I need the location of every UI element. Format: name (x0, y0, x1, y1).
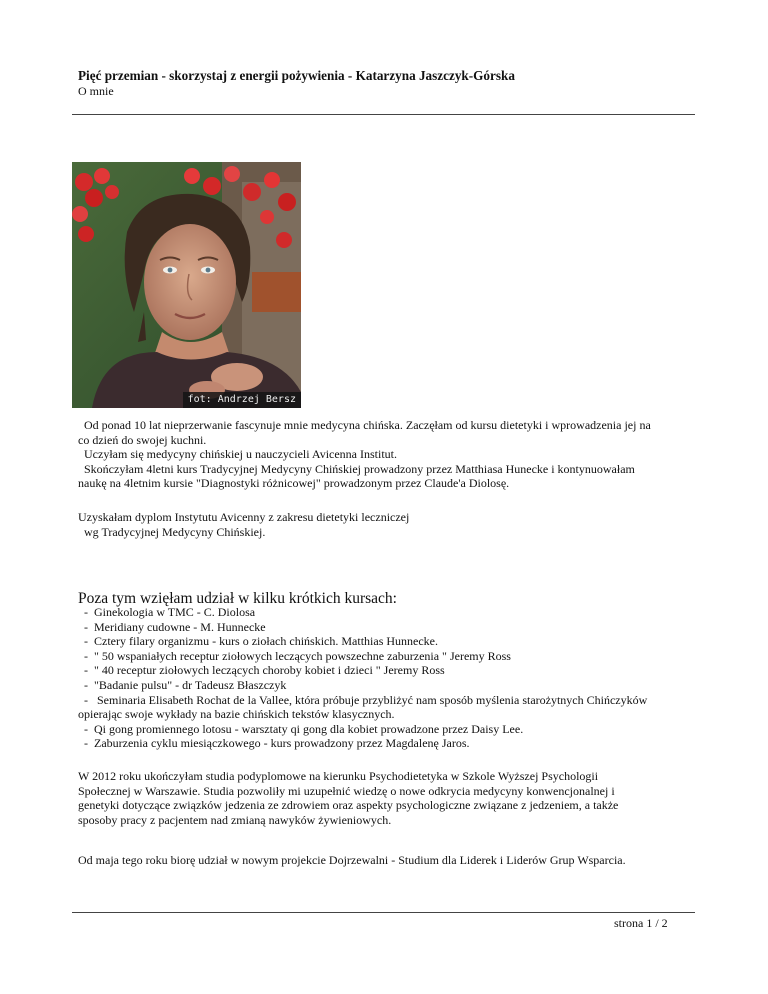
studies-paragraph (78, 769, 703, 827)
course-item: - Qi gong promiennego lotosu - warsztaty qi gong dla kobiet prowadzone przez Daisy Lee. (78, 721, 524, 736)
course-item: - Ginekologia w TMC - C. Diolosa (78, 605, 256, 619)
course-item: - Meridiany cudowne - M. Hunnecke (78, 619, 266, 634)
studies-line: sposoby pracy z pacjentem nad zmianą nawyków żywieniowych. (78, 812, 392, 827)
course-item: - " 50 wspaniałych receptur ziołowych leczących powszechne zaburzenia " Jeremy Ross (78, 648, 511, 663)
page-number: strona 1 / 2 (614, 916, 668, 930)
intro-line: Od ponad 10 lat nieprzerwanie fascynuje mnie medycyna chińska. Zaczęłam od kursu dietetyki i wprowadzenia jej na (78, 418, 651, 432)
studies-line: genetyki dotyczące związków jedzenia ze zdrowiem oraz aspekty psychologiczne związane z jedzeniem, a także (78, 798, 619, 813)
footer-divider (72, 912, 695, 913)
course-item: - Zaburzenia cyklu miesiączkowego - kurs prowadzony przez Magdalenę Jaros. (78, 736, 470, 751)
diploma-line: Uzyskałam dyplom Instytutu Avicenny z zakresu dietetyki leczniczej (78, 510, 410, 524)
course-item: - Cztery filary organizmu - kurs o ziołach chińskich. Matthias Hunnecke. (78, 634, 439, 649)
page-subtitle: O mnie (78, 84, 114, 98)
diploma-paragraph (78, 510, 703, 539)
page-title: Pięć przemian - skorzystaj z energii pożywienia - Katarzyna Jaszczyk-Górska (78, 68, 515, 83)
project-paragraph (78, 853, 703, 868)
intro-paragraph (78, 418, 703, 491)
course-list (78, 605, 703, 751)
studies-line: Społecznej w Warszawie. Studia pozwoliły mi uzupełnić wiedzę o nowe odkrycia medycyny konwencjonalnej i (78, 783, 615, 798)
course-item: - " 40 receptur ziołowych leczących choroby kobiet i dzieci " Jeremy Ross (78, 663, 445, 678)
intro-line: Skończyłam 4letni kurs Tradycyjnej Medycyny Chińskiej prowadzony przez Matthiasa Hunecke i kontynuowałam (78, 461, 635, 476)
diploma-line: wg Tradycyjnej Medycyny Chińskiej. (78, 524, 266, 539)
course-item: - "Badanie pulsu" - dr Tadeusz Błaszczyk (78, 677, 287, 692)
studies-line: W 2012 roku ukończyłam studia podyplomowe na kierunku Psychodietetyka w Szkole Wyższej Psychologii (78, 769, 599, 783)
intro-line: naukę na 4letnim kursie "Diagnostyki różnicowej" prowadzonym przez Claude'a Diolosę. (78, 476, 510, 491)
project-line: Od maja tego roku biorę udział w nowym projekcie Dojrzewalni - Studium dla Liderek i Liderów Grup Wsparcia. (78, 853, 626, 867)
course-item: - Seminaria Elisabeth Rochat de la Vallee, która próbuje przybliżyć nam sposób myślenia starożytnych Chińczyków (78, 692, 648, 707)
photo-credit: fot: Andrzej Bersz (183, 392, 301, 408)
header-divider (72, 114, 695, 115)
author-photo (72, 162, 301, 408)
course-item: opierając swoje wykłady na bazie chińskich tekstów klasycznych. (78, 707, 395, 722)
intro-line: Uczyłam się medycyny chińskiej u nauczycieli Avicenna Institut. (78, 447, 398, 462)
courses-heading: Poza tym wzięłam udział w kilku krótkich kursach: (78, 590, 397, 607)
intro-line: co dzień do swojej kuchni. (78, 432, 207, 447)
